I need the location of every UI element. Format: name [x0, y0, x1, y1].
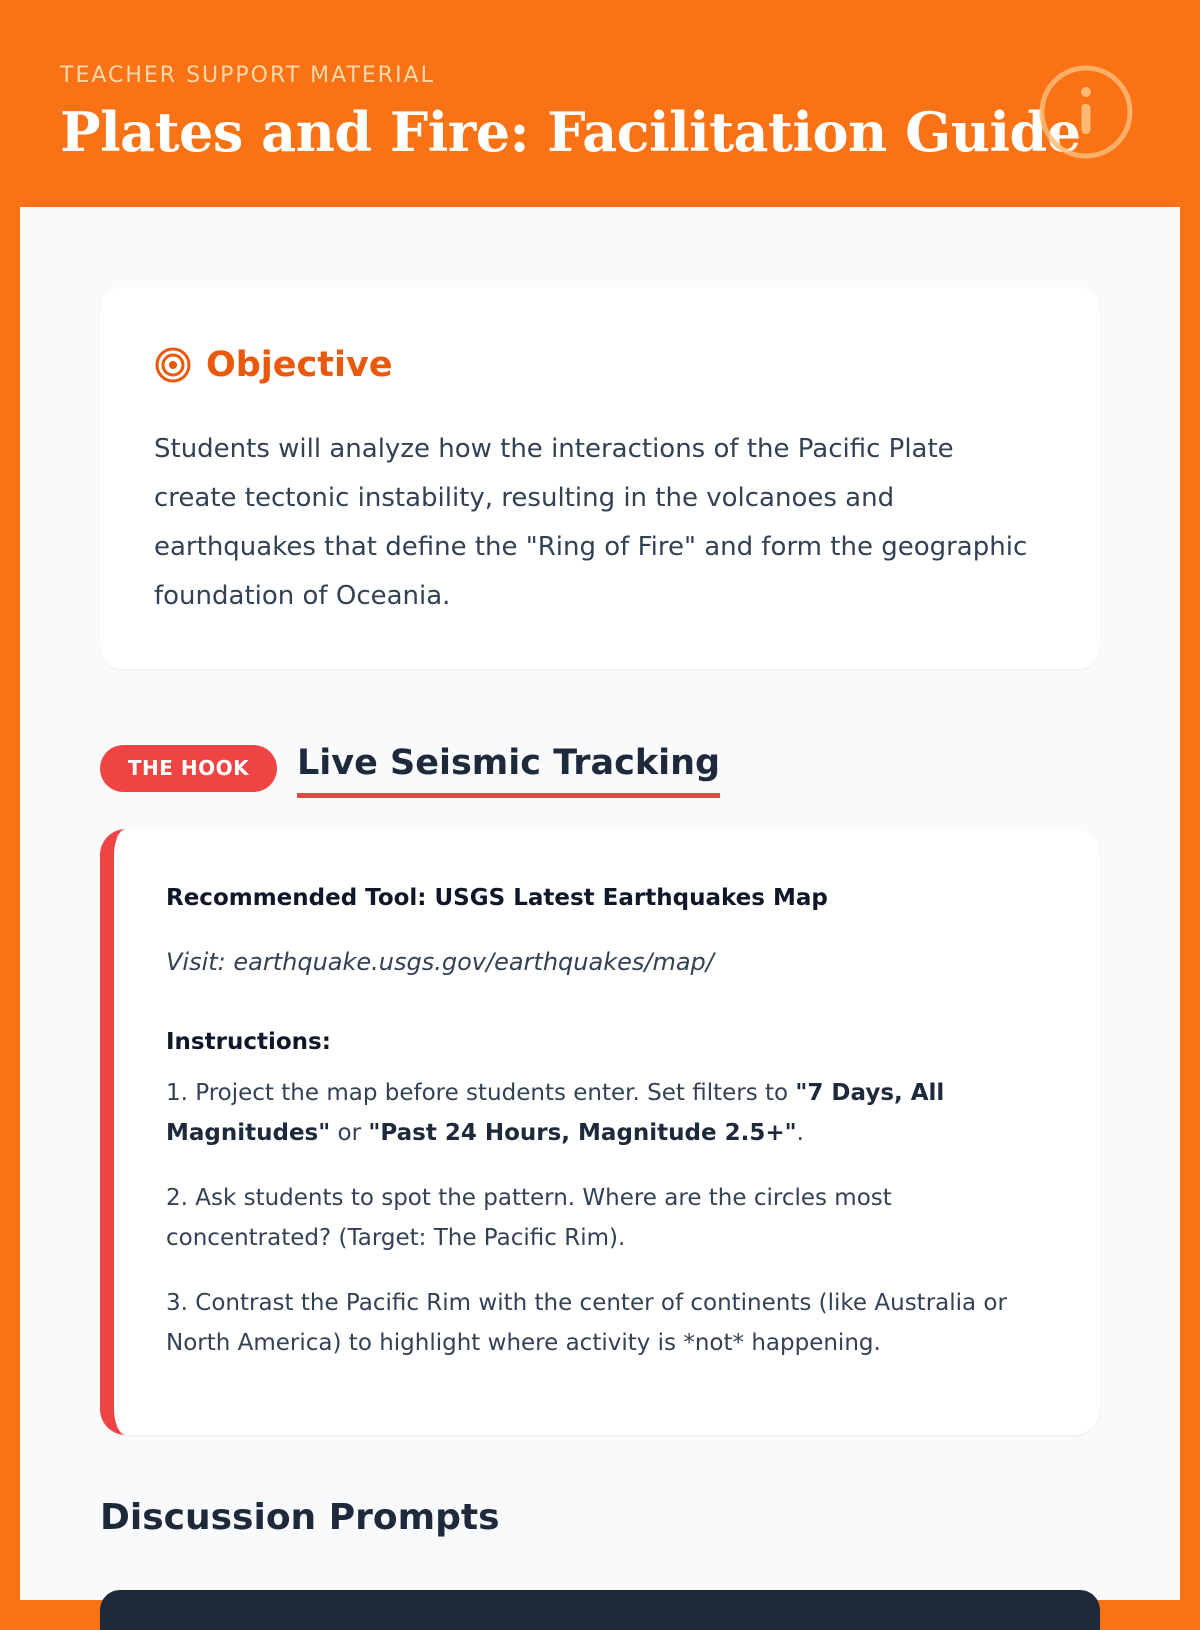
header-eyebrow: TEACHER SUPPORT MATERIAL	[60, 63, 435, 88]
page-title: Plates and Fire: Facilitation Guide	[60, 100, 1081, 164]
objective-title: Objective	[206, 345, 393, 385]
instruction-step-3: 3. Contrast the Pacific Rim with the center of continents (like Australia or North America) to highlight where activity is *not* happening.	[166, 1290, 1007, 1356]
hook-title: Live Seismic Tracking	[297, 739, 720, 798]
recommended-tool: Recommended Tool: USGS Latest Earthquakes Map	[166, 885, 828, 911]
step-1-prefix: 1. Project the map before students enter. Set filters to	[166, 1080, 796, 1106]
step-1-mid: or	[330, 1120, 369, 1146]
step-1-filter-b: "Past 24 Hours, Magnitude 2.5+"	[368, 1120, 797, 1146]
page-header	[0, 0, 1200, 207]
target-icon	[154, 346, 192, 384]
objective-text: Students will analyze how the interactions of the Pacific Plate create tectonic instability, resulting in the volcanoes and earthquakes that define the "Ring of Fire" and form the geographic foundation of Oceania.	[154, 434, 1028, 611]
objective-card	[100, 287, 1100, 669]
info-icon[interactable]	[1038, 64, 1134, 160]
instructions-label: Instructions:	[166, 1029, 331, 1055]
discussion-card-top	[100, 1590, 1100, 1630]
instruction-step-1	[166, 1073, 1046, 1153]
objective-heading	[154, 345, 393, 385]
main-content	[20, 207, 1180, 1600]
step-1-filter-a: "7 Days, All Magnitudes"	[166, 1080, 945, 1146]
instruction-step-2: 2. Ask students to spot the pattern. Where are the circles most concentrated? (Target: The Pacific Rim).	[166, 1185, 892, 1251]
step-1-suffix: .	[796, 1120, 804, 1146]
hook-card	[100, 829, 1100, 1435]
visit-link[interactable]: Visit: earthquake.usgs.gov/earthquakes/map/	[166, 948, 714, 976]
discussion-title: Discussion Prompts	[100, 1497, 500, 1538]
hook-badge: THE HOOK	[100, 745, 277, 792]
